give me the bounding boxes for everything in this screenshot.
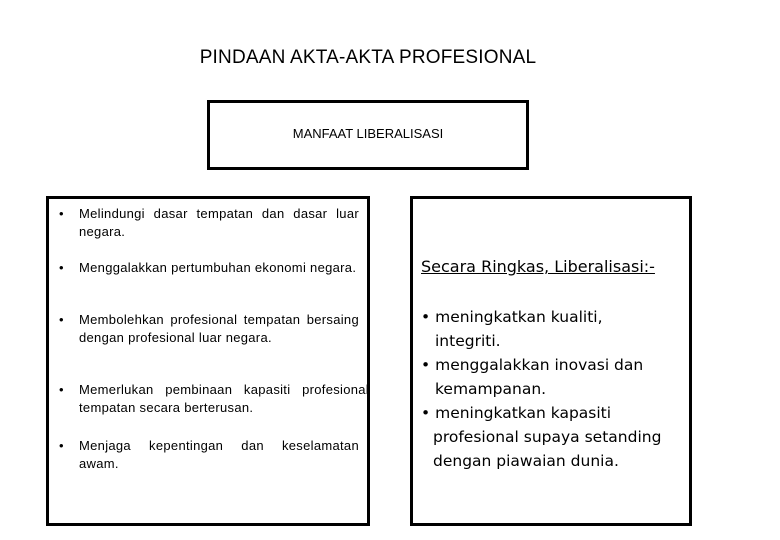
summary-heading: Secara Ringkas, Liberalisasi:- xyxy=(421,257,655,276)
heading-box xyxy=(207,100,529,170)
bullet: • xyxy=(59,260,64,275)
benefit-text: Menggalakkan pertumbuhan ekonomi negara. xyxy=(79,260,357,275)
benefit-text: Memerlukan pembinaan kapasiti profesional tempatan secara berterusan. xyxy=(79,382,369,415)
list-item xyxy=(421,353,691,401)
summary-text-rest: integriti. xyxy=(435,332,501,350)
page-title: PINDAAN AKTA-AKTA PROFESIONAL xyxy=(199,47,537,68)
summary-text-rest: kemampanan. xyxy=(435,380,547,398)
benefit-text: Menjaga kepentingan dan keselamatan awam. xyxy=(79,438,359,471)
bullet: • xyxy=(59,206,64,221)
summary-box xyxy=(410,196,692,526)
benefit-text: Melindungi dasar tempatan dan dasar luar negara. xyxy=(79,206,359,239)
summary-text-rest: profesional supaya setanding dengan piawaian dunia. xyxy=(433,428,662,470)
bullet: • xyxy=(421,308,431,326)
list-item xyxy=(421,401,691,473)
summary-text-first: meningkatkan kualiti, xyxy=(435,308,603,326)
benefit-text: Membolehkan profesional tempatan bersaing dengan profesional luar negara. xyxy=(79,312,359,345)
bullet: • xyxy=(59,382,64,397)
summary-text-first: menggalakkan inovasi dan xyxy=(435,356,644,374)
heading-box-label: MANFAAT LIBERALISASI xyxy=(292,125,444,141)
list-item xyxy=(421,305,691,353)
benefits-box xyxy=(46,196,370,526)
bullet: • xyxy=(59,438,64,453)
summary-text-first: meningkatkan kapasiti xyxy=(435,404,612,422)
bullet: • xyxy=(421,356,431,374)
bullet: • xyxy=(421,404,431,422)
summary-list xyxy=(421,305,691,473)
bullet: • xyxy=(59,312,64,327)
